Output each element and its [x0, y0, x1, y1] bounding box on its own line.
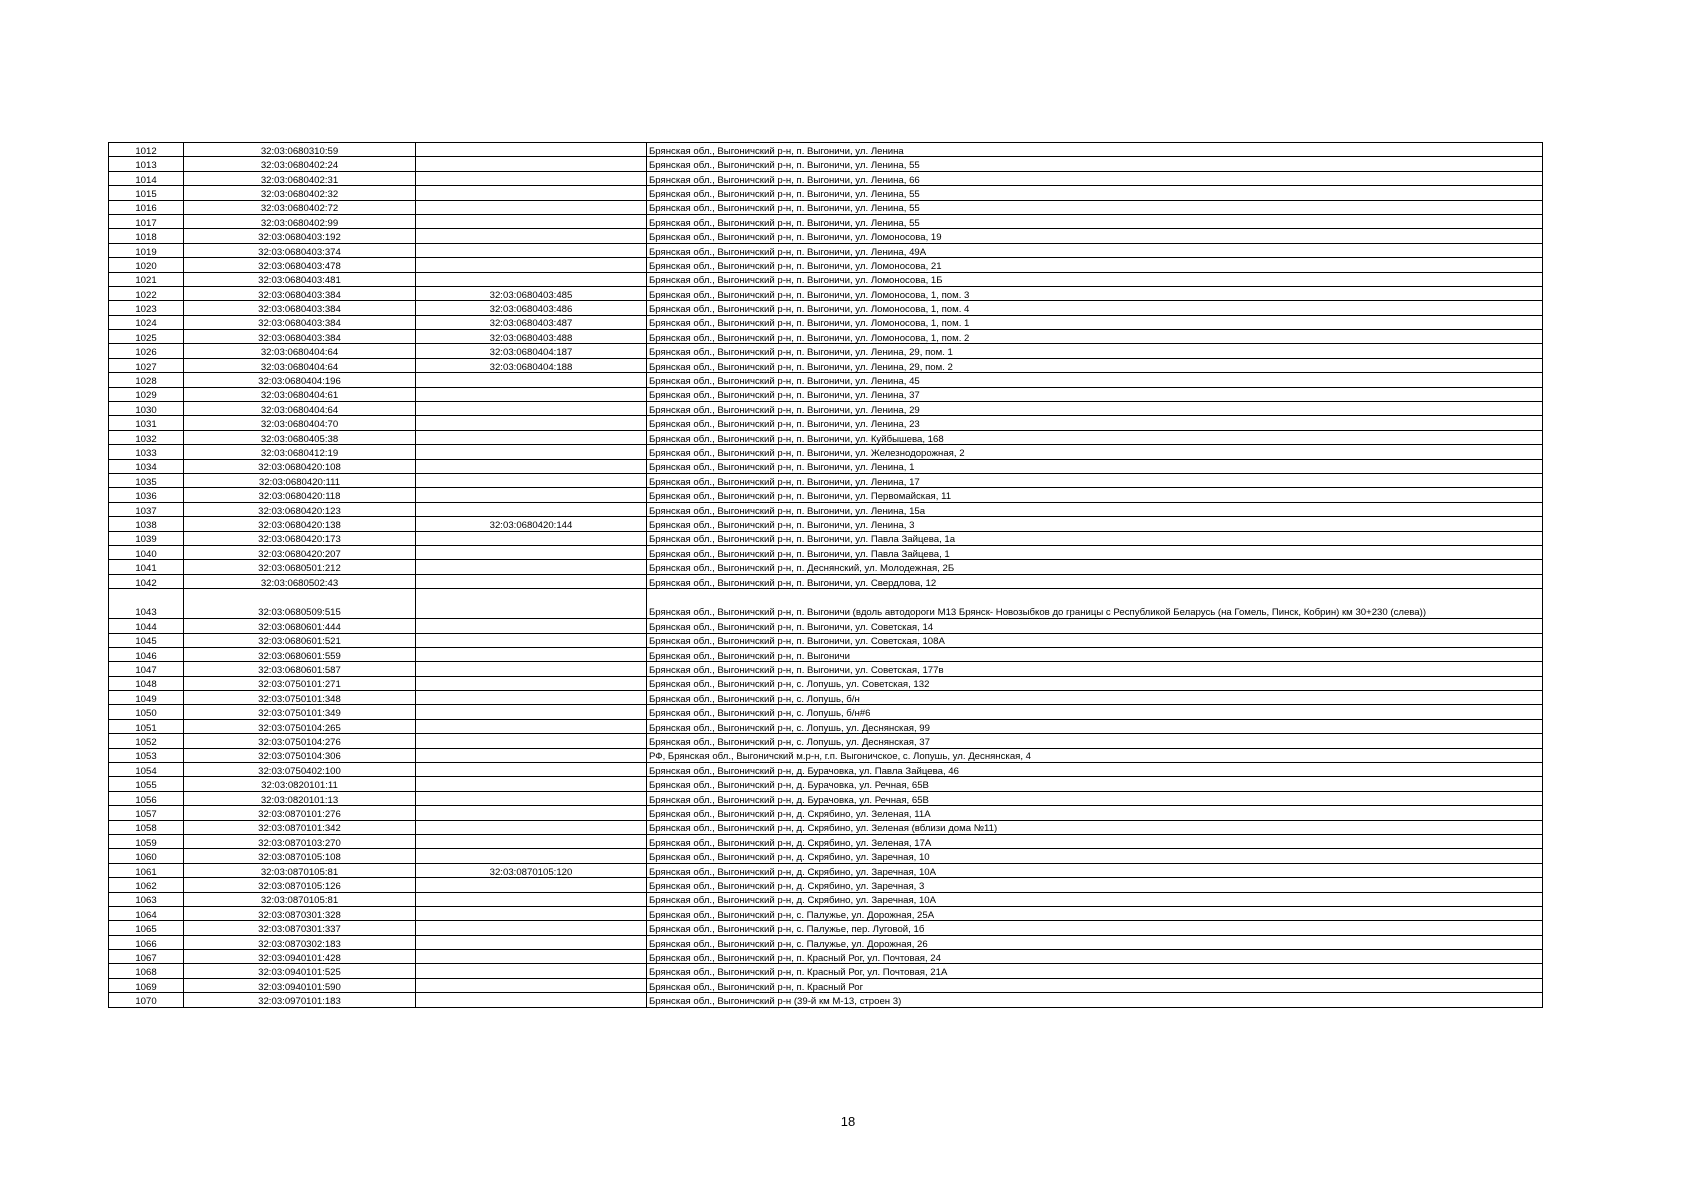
cadastral-number-cell: 32:03:0680420:123 [184, 502, 416, 516]
cadastral-number-cell: 32:03:0680420:118 [184, 488, 416, 502]
table-row [109, 488, 1543, 502]
address-cell: Брянская обл., Выгоничский р-н, п. Выгоничи, ул. Советская, 108А [647, 633, 1543, 647]
address-cell: Брянская обл., Выгоничский р-н, д. Скрябино, ул. Заречная, 10А [647, 892, 1543, 906]
cadastral-number-cell: 32:03:0680403:374 [184, 243, 416, 257]
row-number-cell: 1045 [109, 633, 184, 647]
address-cell: Брянская обл., Выгоничский р-н, с. Лопушь, ул. Деснянская, 99 [647, 719, 1543, 733]
address-cell: Брянская обл., Выгоничский р-н, п. Выгоничи, ул. Павла Зайцева, 1 [647, 545, 1543, 559]
row-number-cell: 1026 [109, 344, 184, 358]
sub-object-number-cell [416, 993, 647, 1007]
table-row [109, 676, 1543, 690]
sub-object-number-cell [416, 964, 647, 978]
cadastral-number-cell: 32:03:0680402:32 [184, 186, 416, 200]
sub-object-number-cell [416, 200, 647, 214]
row-number-cell: 1046 [109, 647, 184, 661]
sub-object-number-cell: 32:03:0870105:120 [416, 863, 647, 877]
row-number-cell: 1062 [109, 878, 184, 892]
row-number-cell: 1061 [109, 863, 184, 877]
table-row [109, 906, 1543, 920]
row-number-cell: 1063 [109, 892, 184, 906]
sub-object-number-cell [416, 950, 647, 964]
table-row [109, 574, 1543, 588]
sub-object-number-cell: 32:03:0680404:187 [416, 344, 647, 358]
address-cell: Брянская обл., Выгоничский р-н, п. Выгоничи, ул. Ленина, 55 [647, 200, 1543, 214]
row-number-cell: 1043 [109, 589, 184, 619]
sub-object-number-cell [416, 171, 647, 185]
table-row [109, 849, 1543, 863]
row-number-cell: 1012 [109, 143, 184, 157]
cadastral-number-cell: 32:03:0680420:111 [184, 473, 416, 487]
table-row [109, 863, 1543, 877]
address-cell: Брянская обл., Выгоничский р-н, п. Выгоничи, ул. Ленина, 3 [647, 517, 1543, 531]
row-number-cell: 1030 [109, 402, 184, 416]
table-row [109, 502, 1543, 516]
table-row [109, 619, 1543, 633]
table-row [109, 705, 1543, 719]
row-number-cell: 1029 [109, 387, 184, 401]
sub-object-number-cell [416, 763, 647, 777]
cadastral-number-cell: 32:03:0870302:183 [184, 935, 416, 949]
table-row [109, 589, 1543, 619]
sub-object-number-cell [416, 691, 647, 705]
address-cell: Брянская обл., Выгоничский р-н, п. Выгоничи, ул. Ленина, 29, пом. 1 [647, 344, 1543, 358]
address-cell: Брянская обл., Выгоничский р-н, с. Лопушь, ул. Деснянская, 37 [647, 734, 1543, 748]
row-number-cell: 1068 [109, 964, 184, 978]
cadastral-number-cell: 32:03:0750101:349 [184, 705, 416, 719]
address-cell: Брянская обл., Выгоничский р-н, с. Лопушь, б/н [647, 691, 1543, 705]
sub-object-number-cell [416, 214, 647, 228]
address-cell: РФ, Брянская обл., Выгоничский м.р-н, г.п. Выгоничское, с. Лопушь, ул. Деснянская, 4 [647, 748, 1543, 762]
sub-object-number-cell [416, 906, 647, 920]
row-number-cell: 1021 [109, 272, 184, 286]
row-number-cell: 1041 [109, 560, 184, 574]
row-number-cell: 1047 [109, 662, 184, 676]
table-row [109, 734, 1543, 748]
cadastral-number-cell: 32:03:0680403:478 [184, 258, 416, 272]
row-number-cell: 1035 [109, 473, 184, 487]
address-cell: Брянская обл., Выгоничский р-н, п. Выгоничи, ул. Ленина, 45 [647, 373, 1543, 387]
sub-object-number-cell [416, 416, 647, 430]
table-row [109, 964, 1543, 978]
row-number-cell: 1022 [109, 286, 184, 300]
cadastral-number-cell: 32:03:0870105:81 [184, 892, 416, 906]
table-row [109, 560, 1543, 574]
row-number-cell: 1034 [109, 459, 184, 473]
cadastral-number-cell: 32:03:0680403:384 [184, 301, 416, 315]
table-row [109, 416, 1543, 430]
table-row [109, 473, 1543, 487]
sub-object-number-cell [416, 560, 647, 574]
address-cell: Брянская обл., Выгоничский р-н, п. Красный Рог, ул. Почтовая, 24 [647, 950, 1543, 964]
cadastral-number-cell: 32:03:0680403:384 [184, 286, 416, 300]
cadastral-number-cell: 32:03:0680404:64 [184, 358, 416, 372]
sub-object-number-cell [416, 791, 647, 805]
cadastral-number-cell: 32:03:0970101:183 [184, 993, 416, 1007]
cadastral-number-cell: 32:03:0680420:108 [184, 459, 416, 473]
row-number-cell: 1018 [109, 229, 184, 243]
cadastral-number-cell: 32:03:0820101:13 [184, 791, 416, 805]
row-number-cell: 1023 [109, 301, 184, 315]
cadastral-number-cell: 32:03:0820101:11 [184, 777, 416, 791]
sub-object-number-cell [416, 834, 647, 848]
sub-object-number-cell [416, 935, 647, 949]
table-row [109, 344, 1543, 358]
cadastral-number-cell: 32:03:0680601:559 [184, 647, 416, 661]
table-row [109, 820, 1543, 834]
row-number-cell: 1048 [109, 676, 184, 690]
cadastral-number-cell: 32:03:0680601:587 [184, 662, 416, 676]
address-cell: Брянская обл., Выгоничский р-н, п. Выгоничи, ул. Ломоносова, 1, пом. 3 [647, 286, 1543, 300]
sub-object-number-cell [416, 531, 647, 545]
address-cell: Брянская обл., Выгоничский р-н, д. Скрябино, ул. Зеленая, 17А [647, 834, 1543, 848]
cadastral-number-cell: 32:03:0680404:196 [184, 373, 416, 387]
sub-object-number-cell [416, 849, 647, 863]
address-cell: Брянская обл., Выгоничский р-н, п. Выгоничи, ул. Ленина, 15а [647, 502, 1543, 516]
cadastral-number-cell: 32:03:0680405:38 [184, 430, 416, 444]
address-cell: Брянская обл., Выгоничский р-н, п. Выгоничи [647, 647, 1543, 661]
row-number-cell: 1057 [109, 806, 184, 820]
row-number-cell: 1032 [109, 430, 184, 444]
cadastral-number-cell: 32:03:0870301:337 [184, 921, 416, 935]
row-number-cell: 1067 [109, 950, 184, 964]
sub-object-number-cell [416, 272, 647, 286]
table-row [109, 171, 1543, 185]
sub-object-number-cell: 32:03:0680403:487 [416, 315, 647, 329]
sub-object-number-cell [416, 574, 647, 588]
address-cell: Брянская обл., Выгоничский р-н, п. Красный Рог, ул. Почтовая, 21А [647, 964, 1543, 978]
sub-object-number-cell [416, 157, 647, 171]
row-number-cell: 1037 [109, 502, 184, 516]
sub-object-number-cell [416, 545, 647, 559]
row-number-cell: 1017 [109, 214, 184, 228]
cadastral-number-cell: 32:03:0750104:265 [184, 719, 416, 733]
cadastral-number-cell: 32:03:0870105:81 [184, 863, 416, 877]
sub-object-number-cell: 32:03:0680404:188 [416, 358, 647, 372]
sub-object-number-cell [416, 820, 647, 834]
address-cell: Брянская обл., Выгоничский р-н, п. Выгоничи, ул. Первомайская, 11 [647, 488, 1543, 502]
cadastral-number-cell: 32:03:0680601:521 [184, 633, 416, 647]
cadastral-number-cell: 32:03:0870101:276 [184, 806, 416, 820]
row-number-cell: 1025 [109, 330, 184, 344]
row-number-cell: 1070 [109, 993, 184, 1007]
row-number-cell: 1036 [109, 488, 184, 502]
table-row [109, 373, 1543, 387]
address-cell: Брянская обл., Выгоничский р-н, д. Скрябино, ул. Заречная, 3 [647, 878, 1543, 892]
table-row [109, 719, 1543, 733]
table-row [109, 258, 1543, 272]
cadastral-number-cell: 32:03:0680509:515 [184, 589, 416, 619]
row-number-cell: 1016 [109, 200, 184, 214]
cadastral-number-cell: 32:03:0870301:328 [184, 906, 416, 920]
sub-object-number-cell [416, 387, 647, 401]
table-row [109, 517, 1543, 531]
address-cell: Брянская обл., Выгоничский р-н, п. Выгоничи, ул. Ломоносова, 1, пом. 4 [647, 301, 1543, 315]
cadastral-number-cell: 32:03:0680501:212 [184, 560, 416, 574]
cadastral-number-cell: 32:03:0680310:59 [184, 143, 416, 157]
page-number: 18 [840, 1114, 856, 1129]
address-cell: Брянская обл., Выгоничский р-н, д. Скрябино, ул. Заречная, 10А [647, 863, 1543, 877]
address-cell: Брянская обл., Выгоничский р-н, п. Выгоничи, ул. Ломоносова, 1, пом. 1 [647, 315, 1543, 329]
sub-object-number-cell [416, 676, 647, 690]
row-number-cell: 1064 [109, 906, 184, 920]
address-cell: Брянская обл., Выгоничский р-н, п. Выгоничи, ул. Ломоносова, 1, пом. 2 [647, 330, 1543, 344]
sub-object-number-cell [416, 806, 647, 820]
address-cell: Брянская обл., Выгоничский р-н, п. Выгоничи, ул. Ленина, 55 [647, 186, 1543, 200]
sub-object-number-cell [416, 589, 647, 619]
sub-object-number-cell [416, 921, 647, 935]
address-cell: Брянская обл., Выгоничский р-н, п. Выгоничи, ул. Ломоносова, 19 [647, 229, 1543, 243]
cadastral-number-cell: 32:03:0680404:70 [184, 416, 416, 430]
cadastral-number-cell: 32:03:0870105:108 [184, 849, 416, 863]
table-row [109, 662, 1543, 676]
table-row [109, 330, 1543, 344]
cadastral-number-cell: 32:03:0870101:342 [184, 820, 416, 834]
table-row [109, 301, 1543, 315]
table-row [109, 387, 1543, 401]
address-cell: Брянская обл., Выгоничский р-н, д. Бурачовка, ул. Речная, 65В [647, 791, 1543, 805]
cadastral-number-cell: 32:03:0680402:24 [184, 157, 416, 171]
address-cell: Брянская обл., Выгоничский р-н, п. Выгоничи, ул. Ленина, 29, пом. 2 [647, 358, 1543, 372]
row-number-cell: 1033 [109, 445, 184, 459]
address-cell: Брянская обл., Выгоничский р-н, п. Выгоничи (вдоль автодороги М13 Брянск- Новозыбков до границы с Республикой Беларусь (на Гомель, Пинск, Кобрин) км 30+230 (слева)) [647, 589, 1543, 619]
table-row [109, 878, 1543, 892]
cadastral-number-cell: 32:03:0680402:99 [184, 214, 416, 228]
sub-object-number-cell [416, 777, 647, 791]
address-cell: Брянская обл., Выгоничский р-н (39-й км М-13, строен 3) [647, 993, 1543, 1007]
table-row [109, 214, 1543, 228]
table-row [109, 691, 1543, 705]
table-row [109, 200, 1543, 214]
row-number-cell: 1052 [109, 734, 184, 748]
row-number-cell: 1038 [109, 517, 184, 531]
cadastral-number-cell: 32:03:0680403:192 [184, 229, 416, 243]
address-cell: Брянская обл., Выгоничский р-н, п. Выгоничи, ул. Советская, 177в [647, 662, 1543, 676]
address-cell: Брянская обл., Выгоничский р-н, с. Палужье, пер. Луговой, 1б [647, 921, 1543, 935]
table-row [109, 157, 1543, 171]
table-row [109, 633, 1543, 647]
table-row [109, 834, 1543, 848]
table-row [109, 791, 1543, 805]
table-row [109, 647, 1543, 661]
cadastral-number-cell: 32:03:0680601:444 [184, 619, 416, 633]
cadastral-number-cell: 32:03:0940101:525 [184, 964, 416, 978]
row-number-cell: 1028 [109, 373, 184, 387]
table-row [109, 806, 1543, 820]
table-row [109, 531, 1543, 545]
table-row [109, 229, 1543, 243]
sub-object-number-cell [416, 878, 647, 892]
sub-object-number-cell: 32:03:0680420:144 [416, 517, 647, 531]
row-number-cell: 1042 [109, 574, 184, 588]
row-number-cell: 1055 [109, 777, 184, 791]
cadastral-number-cell: 32:03:0680412:19 [184, 445, 416, 459]
row-number-cell: 1049 [109, 691, 184, 705]
sub-object-number-cell [416, 619, 647, 633]
table-row [109, 935, 1543, 949]
address-cell: Брянская обл., Выгоничский р-н, п. Выгоничи, ул. Павла Зайцева, 1а [647, 531, 1543, 545]
cadastral-number-cell: 32:03:0680402:31 [184, 171, 416, 185]
cadastral-number-cell: 32:03:0870105:126 [184, 878, 416, 892]
row-number-cell: 1044 [109, 619, 184, 633]
row-number-cell: 1053 [109, 748, 184, 762]
address-cell: Брянская обл., Выгоничский р-н, д. Скрябино, ул. Заречная, 10 [647, 849, 1543, 863]
row-number-cell: 1015 [109, 186, 184, 200]
sub-object-number-cell [416, 488, 647, 502]
address-cell: Брянская обл., Выгоничский р-н, п. Выгоничи, ул. Ленина, 1 [647, 459, 1543, 473]
table-row [109, 993, 1543, 1007]
row-number-cell: 1054 [109, 763, 184, 777]
address-cell: Брянская обл., Выгоничский р-н, п. Выгоничи, ул. Железнодорожная, 2 [647, 445, 1543, 459]
address-cell: Брянская обл., Выгоничский р-н, п. Выгоничи, ул. Ленина [647, 143, 1543, 157]
address-cell: Брянская обл., Выгоничский р-н, д. Скрябино, ул. Зеленая, 11А [647, 806, 1543, 820]
address-cell: Брянская обл., Выгоничский р-н, п. Выгоничи, ул. Ленина, 55 [647, 157, 1543, 171]
row-number-cell: 1065 [109, 921, 184, 935]
address-cell: Брянская обл., Выгоничский р-н, с. Палужье, ул. Дорожная, 25А [647, 906, 1543, 920]
cadastral-number-cell: 32:03:0750101:271 [184, 676, 416, 690]
address-cell: Брянская обл., Выгоничский р-н, п. Выгоничи, ул. Советская, 14 [647, 619, 1543, 633]
sub-object-number-cell: 32:03:0680403:486 [416, 301, 647, 315]
cadastral-number-cell: 32:03:0940101:428 [184, 950, 416, 964]
sub-object-number-cell [416, 229, 647, 243]
table-row [109, 921, 1543, 935]
address-cell: Брянская обл., Выгоничский р-н, д. Бурачовка, ул. Речная, 65В [647, 777, 1543, 791]
address-cell: Брянская обл., Выгоничский р-н, п. Выгоничи, ул. Ломоносова, 21 [647, 258, 1543, 272]
table-row [109, 777, 1543, 791]
row-number-cell: 1060 [109, 849, 184, 863]
row-number-cell: 1051 [109, 719, 184, 733]
address-cell: Брянская обл., Выгоничский р-н, п. Выгоничи, ул. Ленина, 55 [647, 214, 1543, 228]
address-cell: Брянская обл., Выгоничский р-н, п. Выгоничи, ул. Ломоносова, 1Б [647, 272, 1543, 286]
row-number-cell: 1058 [109, 820, 184, 834]
row-number-cell: 1031 [109, 416, 184, 430]
address-cell: Брянская обл., Выгоничский р-н, п. Выгоничи, ул. Ленина, 29 [647, 402, 1543, 416]
table-row [109, 748, 1543, 762]
table-row [109, 186, 1543, 200]
cadastral-number-cell: 32:03:0680402:72 [184, 200, 416, 214]
cadastral-number-cell: 32:03:0680403:384 [184, 330, 416, 344]
sub-object-number-cell [416, 633, 647, 647]
registry-table-body [109, 143, 1543, 1008]
sub-object-number-cell [416, 473, 647, 487]
row-number-cell: 1014 [109, 171, 184, 185]
table-row [109, 272, 1543, 286]
address-cell: Брянская обл., Выгоничский р-н, п. Выгоничи, ул. Ленина, 17 [647, 473, 1543, 487]
cadastral-number-cell: 32:03:0680420:173 [184, 531, 416, 545]
table-row [109, 286, 1543, 300]
sub-object-number-cell [416, 243, 647, 257]
sub-object-number-cell [416, 143, 647, 157]
sub-object-number-cell [416, 430, 647, 444]
sub-object-number-cell [416, 402, 647, 416]
sub-object-number-cell [416, 502, 647, 516]
sub-object-number-cell [416, 978, 647, 992]
cadastral-number-cell: 32:03:0680404:64 [184, 402, 416, 416]
sub-object-number-cell [416, 258, 647, 272]
cadastral-number-cell: 32:03:0940101:590 [184, 978, 416, 992]
row-number-cell: 1069 [109, 978, 184, 992]
cadastral-number-cell: 32:03:0870103:270 [184, 834, 416, 848]
address-cell: Брянская обл., Выгоничский р-н, с. Палужье, ул. Дорожная, 26 [647, 935, 1543, 949]
table-row [109, 143, 1543, 157]
cadastral-number-cell: 32:03:0680404:61 [184, 387, 416, 401]
sub-object-number-cell [416, 186, 647, 200]
row-number-cell: 1056 [109, 791, 184, 805]
address-cell: Брянская обл., Выгоничский р-н, п. Выгоничи, ул. Ленина, 37 [647, 387, 1543, 401]
row-number-cell: 1013 [109, 157, 184, 171]
cadastral-number-cell: 32:03:0680403:384 [184, 315, 416, 329]
cadastral-number-cell: 32:03:0680420:138 [184, 517, 416, 531]
table-row [109, 459, 1543, 473]
registry-table [108, 142, 1543, 1008]
sub-object-number-cell: 32:03:0680403:488 [416, 330, 647, 344]
address-cell: Брянская обл., Выгоничский р-н, д. Скрябино, ул. Зеленая (вблизи дома №11) [647, 820, 1543, 834]
cadastral-number-cell: 32:03:0750104:306 [184, 748, 416, 762]
row-number-cell: 1040 [109, 545, 184, 559]
address-cell: Брянская обл., Выгоничский р-н, д. Бурачовка, ул. Павла Зайцева, 46 [647, 763, 1543, 777]
row-number-cell: 1050 [109, 705, 184, 719]
cadastral-number-cell: 32:03:0680403:481 [184, 272, 416, 286]
address-cell: Брянская обл., Выгоничский р-н, п. Выгоничи, ул. Куйбышева, 168 [647, 430, 1543, 444]
table-row [109, 243, 1543, 257]
address-cell: Брянская обл., Выгоничский р-н, п. Красный Рог [647, 978, 1543, 992]
sub-object-number-cell [416, 647, 647, 661]
sub-object-number-cell [416, 892, 647, 906]
table-row [109, 402, 1543, 416]
table-row [109, 763, 1543, 777]
table-row [109, 892, 1543, 906]
table-row [109, 978, 1543, 992]
address-cell: Брянская обл., Выгоничский р-н, п. Выгоничи, ул. Ленина, 66 [647, 171, 1543, 185]
row-number-cell: 1059 [109, 834, 184, 848]
sub-object-number-cell [416, 705, 647, 719]
cadastral-number-cell: 32:03:0680502:43 [184, 574, 416, 588]
cadastral-number-cell: 32:03:0680420:207 [184, 545, 416, 559]
sub-object-number-cell [416, 719, 647, 733]
address-cell: Брянская обл., Выгоничский р-н, п. Выгоничи, ул. Ленина, 49А [647, 243, 1543, 257]
sub-object-number-cell [416, 662, 647, 676]
address-cell: Брянская обл., Выгоничский р-н, с. Лопушь, б/н#6 [647, 705, 1543, 719]
row-number-cell: 1019 [109, 243, 184, 257]
row-number-cell: 1039 [109, 531, 184, 545]
cadastral-number-cell: 32:03:0750104:276 [184, 734, 416, 748]
sub-object-number-cell [416, 734, 647, 748]
address-cell: Брянская обл., Выгоничский р-н, п. Выгоничи, ул. Свердлова, 12 [647, 574, 1543, 588]
sub-object-number-cell [416, 373, 647, 387]
sub-object-number-cell: 32:03:0680403:485 [416, 286, 647, 300]
table-row [109, 445, 1543, 459]
cadastral-number-cell: 32:03:0750101:348 [184, 691, 416, 705]
cadastral-number-cell: 32:03:0680404:64 [184, 344, 416, 358]
sub-object-number-cell [416, 748, 647, 762]
row-number-cell: 1027 [109, 358, 184, 372]
address-cell: Брянская обл., Выгоничский р-н, с. Лопушь, ул. Советская, 132 [647, 676, 1543, 690]
table-row [109, 430, 1543, 444]
table-row [109, 545, 1543, 559]
row-number-cell: 1024 [109, 315, 184, 329]
row-number-cell: 1066 [109, 935, 184, 949]
sub-object-number-cell [416, 459, 647, 473]
table-row [109, 358, 1543, 372]
cadastral-number-cell: 32:03:0750402:100 [184, 763, 416, 777]
sub-object-number-cell [416, 445, 647, 459]
address-cell: Брянская обл., Выгоничский р-н, п. Выгоничи, ул. Ленина, 23 [647, 416, 1543, 430]
row-number-cell: 1020 [109, 258, 184, 272]
table-row [109, 315, 1543, 329]
table-row [109, 950, 1543, 964]
address-cell: Брянская обл., Выгоничский р-н, п. Деснянский, ул. Молодежная, 2Б [647, 560, 1543, 574]
